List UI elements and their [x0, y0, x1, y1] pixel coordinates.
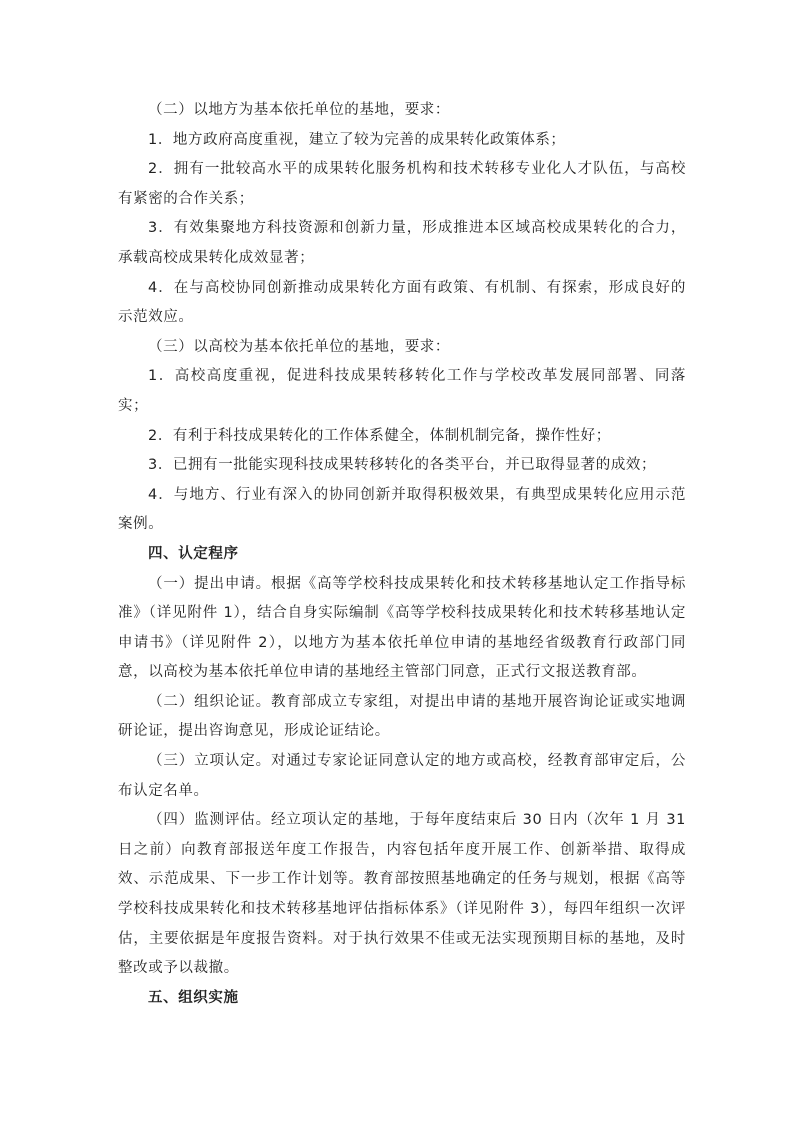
paragraph-local-req-1: 1．地方政府高度重视，建立了较为完善的成果转化政策体系；	[148, 131, 566, 148]
paragraph-procedure-approval: （三）立项认定。对通过专家论证同意认定的地方或高校，经教育部审定后，公布认定名单。	[118, 753, 686, 799]
section-heading-procedure: 四、认定程序	[148, 545, 239, 562]
paragraph-local-req-4: 4．在与高校协同创新推动成果转化方面有政策、有机制、有探索，形成良好的示范效应。	[118, 279, 686, 326]
paragraph-procedure-review: （二）组织论证。教育部成立专家组，对提出申请的基地开展咨询论证或实地调研论证，提出咨询意见，形成论证结论。	[118, 693, 686, 740]
paragraph-university-req-2: 2．有利于科技成果转化的工作体系健全，体制机制完备，操作性好；	[148, 427, 611, 444]
document-body	[118, 96, 686, 1013]
paragraph-procedure-apply: （一）提出申请。根据《高等学校科技成果转化和技术转移基地认定工作指导标准》（详见附件 1），结合自身实际编制《高等学校科技成果转化和技术转移基地认定申请书》（详见附件 2），以地方为基本依托单位申请的基地经省级教育行政部门同意，以高校为基本依托单位申请的基地经主管部门同意，正式行文报送教育部。	[118, 575, 686, 681]
paragraph-local-req-3: 3．有效集聚地方科技资源和创新力量，形成推进本区域高校成果转化的合力，承载高校成果转化成效显著；	[118, 220, 686, 266]
paragraph-university-req-3: 3．已拥有一批能实现科技成果转移转化的各类平台，并已取得显著的成效；	[148, 457, 657, 474]
paragraph-local-base-requirements: （二）以地方为基本依托单位的基地，要求：	[148, 102, 450, 118]
section-heading-implementation: 五、组织实施	[148, 989, 239, 1006]
paragraph-university-base-requirements: （三）以高校为基本依托单位的基地，要求：	[148, 338, 450, 355]
paragraph-university-req-1: 1．高校高度重视，促进科技成果转移转化工作与学校改革发展同部署、同落实；	[118, 368, 686, 414]
paragraph-university-req-4: 4．与地方、行业有深入的协同创新并取得积极效果，有典型成果转化应用示范案例。	[118, 486, 686, 533]
paragraph-local-req-2: 2．拥有一批较高水平的成果转化服务机构和技术转移专业化人才队伍，与高校有紧密的合作关系；	[118, 161, 686, 207]
paragraph-procedure-evaluation: （四）监测评估。经立项认定的基地，于每年度结束后 30 日内（次年 1 月 31 日之前）向教育部报送年度工作报告，内容包括年度开展工作、创新举措、取得成效、示范成果、下一步工作计划等。教育部按照基地确定的任务与规划，根据《高等学校科技成果转化和技术转移基地评估指标体系》（详见附件 3），每四年组织一次评估，主要依据是年度报告资料。对于执行效果不佳或无法实现预期目标的基地，及时整改或予以裁撤。	[118, 812, 686, 977]
